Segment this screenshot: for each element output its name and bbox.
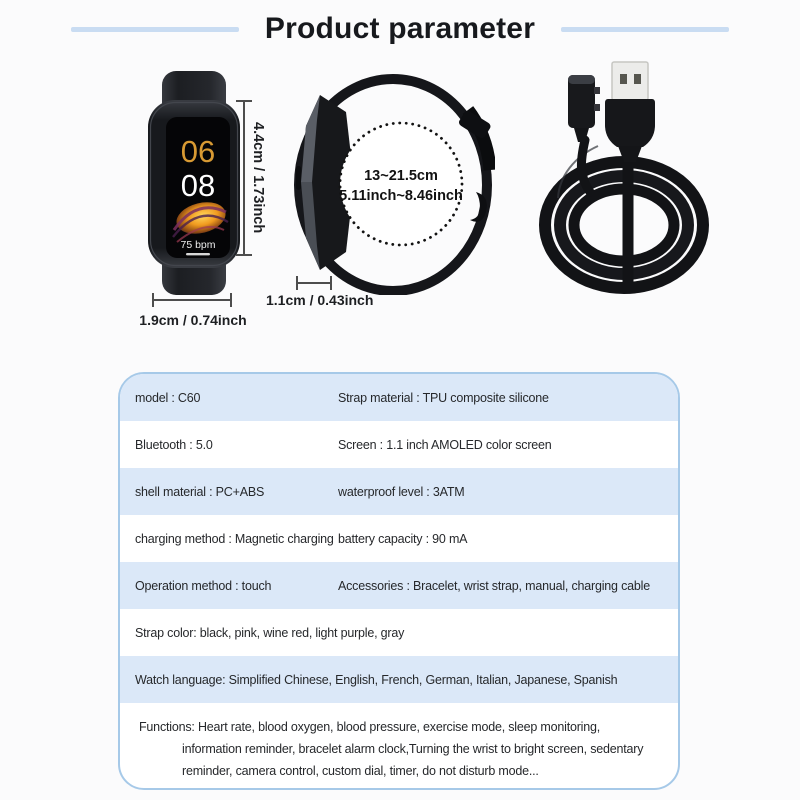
spec-cell-right: Screen : 1.1 inch AMOLED color screen	[338, 437, 552, 452]
table-row	[120, 515, 678, 562]
magnetic-connector	[568, 75, 600, 142]
thickness-label: 1.1cm / 0.43inch	[266, 292, 374, 308]
spec-cell-left: Operation method : touch	[135, 578, 272, 593]
screen-heart-rate: 75 bpm	[180, 239, 216, 251]
table-row	[120, 656, 678, 703]
spec-cell-left: charging method : Magnetic charging	[135, 531, 334, 546]
table-row	[120, 421, 678, 468]
front-watch-image	[146, 70, 242, 296]
page-title: Product parameter	[264, 12, 536, 45]
spec-cell-full: Watch language: Simplified Chinese, English, French, German, Italian, Japanese, Spanish	[135, 672, 618, 687]
table-row	[120, 609, 678, 656]
wrist-range-inch: 5.11inch~8.46inch	[339, 188, 463, 204]
spec-cell-right: battery capacity : 90 mA	[338, 531, 468, 546]
thickness-measure-line	[296, 276, 332, 290]
screen-hour: 06	[180, 134, 216, 169]
table-row	[120, 562, 678, 609]
width-measure-line	[152, 293, 232, 307]
spec-cell-right: Accessories : Bracelet, wrist strap, manual, charging cable	[338, 578, 650, 593]
screen-minute: 08	[180, 168, 216, 203]
usb-connector	[605, 62, 655, 162]
spec-cell-left: model : C60	[135, 390, 201, 405]
width-label: 1.9cm / 0.74inch	[139, 312, 247, 328]
table-row	[120, 468, 678, 515]
wrist-range-cm: 13~21.5cm	[364, 168, 438, 184]
table-row-functions: Functions: Heart rate, blood oxygen, blood pressure, exercise mode, sleep monitoring, information reminder, bracelet alarm clock,Turning the wrist to bright screen, sedentary reminder, camera control, custom dial, timer, do not disturb mode...	[139, 720, 644, 778]
title-dash-right	[561, 27, 729, 32]
spec-cell-right: waterproof level : 3ATM	[338, 484, 465, 499]
side-watch-image	[290, 70, 495, 295]
spec-cell-left: Bluetooth : 5.0	[135, 437, 213, 452]
spec-cell-left: shell material : PC+ABS	[135, 484, 265, 499]
height-label: 4.4cm / 1.73inch	[250, 122, 266, 234]
spec-cell-right: Strap material : TPU composite silicone	[338, 390, 549, 405]
spec-table	[118, 372, 680, 790]
title-dash-left	[71, 27, 239, 32]
header	[0, 12, 800, 46]
spec-cell-full: Strap color: black, pink, wine red, light purple, gray	[135, 625, 405, 640]
charging-cable-image	[538, 58, 753, 298]
table-row	[120, 374, 678, 421]
